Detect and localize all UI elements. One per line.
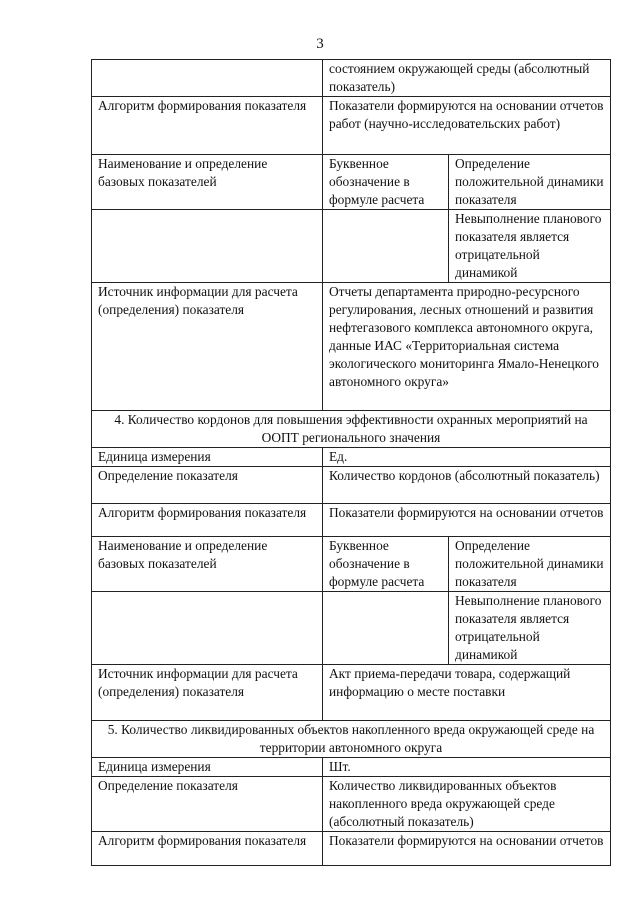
- table-cell: [92, 60, 323, 97]
- table-cell: [92, 592, 323, 665]
- row-label: Единица измерения: [92, 758, 323, 777]
- table-row: [92, 448, 611, 467]
- table-cell: Показатели формируются на основании отчетов: [323, 504, 611, 537]
- table-cell: Буквенное обозначение в формуле расчета: [323, 155, 449, 210]
- row-label: Наименование и определение базовых показателей: [92, 537, 323, 592]
- row-label: Единица измерения: [92, 448, 323, 467]
- table-row: [92, 283, 611, 411]
- section-header-row: [92, 411, 611, 448]
- table-row: [92, 210, 611, 283]
- table-cell: Буквенное обозначение в формуле расчета: [323, 537, 449, 592]
- table-row: [92, 467, 611, 504]
- row-label: Алгоритм формирования показателя: [92, 832, 323, 866]
- table-cell: Определение положительной динамики показателя: [449, 155, 611, 210]
- table-cell: Акт приема-передачи товара, содержащий информацию о месте поставки: [323, 665, 611, 721]
- table-cell: Шт.: [323, 758, 611, 777]
- table-cell: Отчеты департамента природно-ресурсного регулирования, лесных отношений и развития нефтегазового комплекса автономного округа, данные ИАС «Территориальная система экологического мониторинга Ямало-Ненецкого автономного округа»: [323, 283, 611, 411]
- table-cell: Показатели формируются на основании отчетов работ (научно-исследовательских работ): [323, 97, 611, 155]
- indicator-table: [91, 59, 611, 866]
- row-label: Источник информации для расчета (определения) показателя: [92, 283, 323, 411]
- section-heading: 5. Количество ликвидированных объектов накопленного вреда окружающей среде на территории автономного округа: [92, 721, 611, 758]
- row-label: Источник информации для расчета (определения) показателя: [92, 665, 323, 721]
- table-row: [92, 155, 611, 210]
- table-cell: Количество кордонов (абсолютный показатель): [323, 467, 611, 504]
- table-cell: Ед.: [323, 448, 611, 467]
- table-cell: Невыполнение планового показателя является отрицательной динамикой: [449, 592, 611, 665]
- table-row: [92, 60, 611, 97]
- table-row: [92, 504, 611, 537]
- table-row: [92, 777, 611, 832]
- row-label: Алгоритм формирования показателя: [92, 97, 323, 155]
- table-cell: [323, 210, 449, 283]
- row-label: Алгоритм формирования показателя: [92, 504, 323, 537]
- table-row: [92, 537, 611, 592]
- table-cell: состоянием окружающей среды (абсолютный показатель): [323, 60, 611, 97]
- row-label: Наименование и определение базовых показателей: [92, 155, 323, 210]
- table-cell: Определение положительной динамики показателя: [449, 537, 611, 592]
- section-heading: 4. Количество кордонов для повышения эффективности охранных мероприятий на ООПТ регионального значения: [92, 411, 611, 448]
- table-cell: [92, 210, 323, 283]
- table-cell: Количество ликвидированных объектов накопленного вреда окружающей среде (абсолютный показатель): [323, 777, 611, 832]
- table-cell: Показатели формируются на основании отчетов: [323, 832, 611, 866]
- table-row: [92, 758, 611, 777]
- table-row: [92, 97, 611, 155]
- table-cell: Невыполнение планового показателя является отрицательной динамикой: [449, 210, 611, 283]
- row-label: Определение показателя: [92, 777, 323, 832]
- row-label: Определение показателя: [92, 467, 323, 504]
- page-number: 3: [316, 36, 324, 52]
- table-row: [92, 592, 611, 665]
- section-header-row: [92, 721, 611, 758]
- table-row: [92, 832, 611, 866]
- table-row: [92, 665, 611, 721]
- table-cell: [323, 592, 449, 665]
